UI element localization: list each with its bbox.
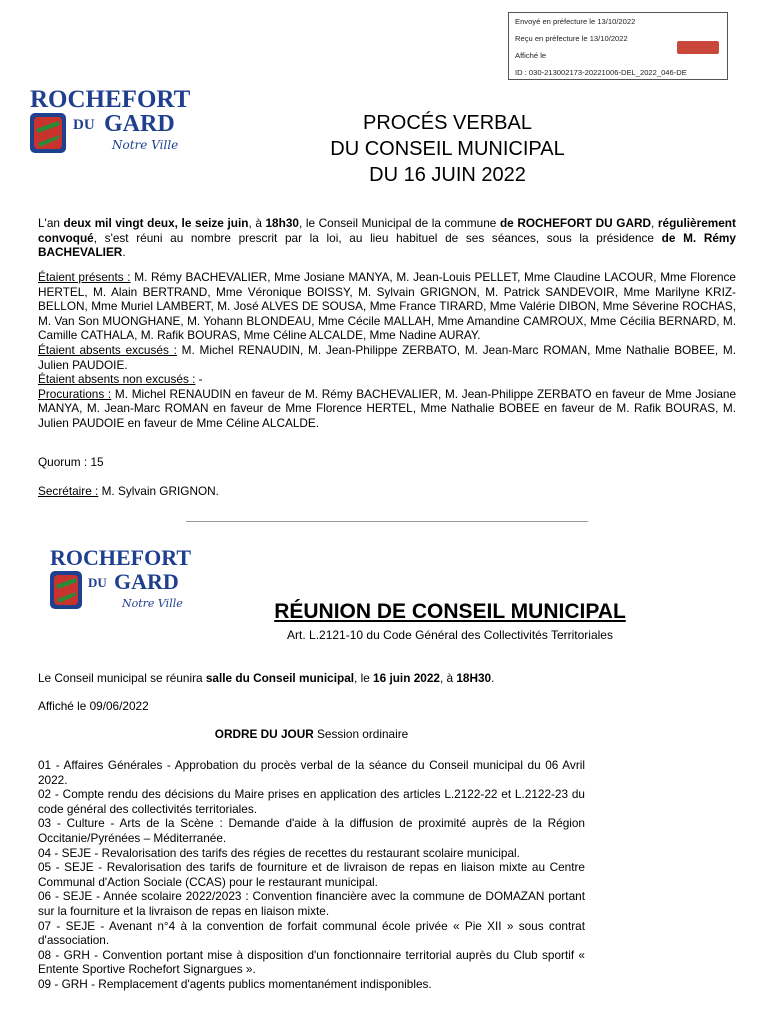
rochefort-logo	[28, 85, 198, 157]
reunion-subtitle: Art. L.2121-10 du Code Général des Collectivités Territoriales	[287, 628, 613, 642]
agenda-list	[38, 758, 585, 992]
ordre-du-jour-heading	[38, 727, 585, 741]
logo-du-text: DU	[88, 575, 107, 590]
quorum-text: Quorum : 15	[38, 455, 104, 469]
reunion-title: RÉUNION DE CONSEIL MUNICIPAL	[274, 600, 626, 623]
convoc-time: 18H30	[456, 671, 492, 685]
logo-du-text: DU	[73, 117, 95, 133]
intro-text: , à	[248, 216, 266, 230]
stamp-sent: Envoyé en préfecture le 13/10/2022	[515, 17, 636, 26]
page-title	[220, 110, 675, 188]
agenda-item: 03 - Culture - Arts de la Scène : Demande d'aide à la diffusion de proximité auprès de la Région Occitanie/Pyrénées – Méditerranée.	[38, 816, 585, 845]
logo-gard-text: GARD	[104, 111, 175, 137]
agenda-item: 07 - SEJE - Avenant n°4 à la convention de forfait communal école privée « Pie XII » sous contrat d'association.	[38, 918, 585, 948]
agenda-item: 05 - SEJE - Revalorisation des tarifs de fourniture et de livraison de repas en liaison mixte au Centre Communal d'Action Sociale (CCAS) pour le restaurant municipal.	[38, 860, 585, 889]
stamp-id: ID : 030-213002173-20221006-DEL_2022_046-DE	[515, 68, 687, 77]
convoc-place: salle du Conseil municipal	[205, 671, 355, 685]
non-excuses-list: -	[195, 372, 203, 387]
excuses-list: M. Michel RENAUDIN, M. Jean-Philippe ZERBATO, M. Jean-Marc ROMAN, Mme Nathalie BOBEE, M. Julien PAUDOIE.	[38, 342, 736, 372]
odj-session: Session ordinaire	[313, 727, 409, 741]
attendance-section	[38, 270, 736, 431]
rochefort-logo-second	[48, 545, 198, 617]
convoc-text: Le Conseil municipal se réunira	[38, 671, 206, 685]
convoc-text: , le	[354, 671, 374, 685]
secretaire-paragraph	[38, 484, 736, 499]
intro-time: 18h30	[265, 216, 299, 230]
presents-label: Étaient présents :	[38, 270, 131, 284]
intro-date: deux mil vingt deux, le seize juin	[63, 216, 249, 230]
convoc-date: 16 juin 2022	[373, 671, 440, 685]
intro-text: ,	[651, 216, 658, 230]
excuses-paragraph	[38, 343, 736, 372]
intro-text: , le Conseil Municipal de la commune	[298, 216, 500, 230]
excuses-label: Étaient absents excusés :	[38, 342, 177, 357]
title-line-3: DU 16 JUIN 2022	[369, 164, 526, 186]
logo-tagline-text: Notre Ville	[122, 597, 183, 610]
stamp-received: Reçu en préfecture le 13/10/2022	[515, 34, 628, 43]
agenda-item: 06 - SEJE - Année scolaire 2022/2023 : Convention financière avec la commune de DOMAZAN portant sur la fourniture et la livraison de repas en liaison mixte.	[38, 889, 585, 918]
title-line-1: PROCÉS VERBAL	[363, 112, 532, 134]
intro-paragraph	[38, 216, 736, 260]
procurations-list: M. Michel RENAUDIN en faveur de M. Rémy BACHEVALIER, M. Jean-Philippe ZERBATO en faveur de Mme Josiane MANYA, M. Jean-Marc ROMAN en faveur de Mme Florence HERTEL, Mme Nathalie BOBEE en faveur de M. Rafik BOURAS, M. Julien PAUDOIE en faveur de Mme Céline ALCALDE.	[38, 386, 737, 430]
intro-text: L'an	[38, 216, 64, 230]
agenda-item: 02 - Compte rendu des décisions du Maire prises en application des articles L.2122-22 et L.2122-23 du code général des collectivités territoriales.	[38, 787, 585, 816]
agenda-item: 09 - GRH - Remplacement d'agents publics momentanément indisponibles.	[38, 976, 432, 991]
intro-text: .	[122, 245, 126, 260]
logo-rochefort-text: ROCHEFORT	[50, 545, 192, 570]
section-divider	[186, 521, 588, 522]
logo-gard-text: GARD	[114, 569, 179, 594]
intro-commune: de ROCHEFORT DU GARD	[499, 216, 652, 230]
presents-list: M. Rémy BACHEVALIER, Mme Josiane MANYA, M. Jean-Louis PELLET, Mme Claudine LACOUR, Mme Florence HERTEL, M. Alain BERTRAND, Mme Véronique BOISSY, M. Sylvain GRIGNON, M. Patrick SANDEVOIR, Mme Marilyne KRIZ-BELLON, Mme Muriel LAMBERT, M. José ALVES DE SOUSA, Mme France TIRARD, Mme Valérie DIBON, Mme Séverine ROCHAS, M. Van Son MUONGHANE, M. Yohann BLONDEAU, Mme Cécile MALLAH, Mme Amandine CAMROUX, Mme Cécilia BERNARD, M. Camille CATHALA, M. Rafik BOURAS, Mme Céline ALCALDE, Mme Nadine AURAY.	[38, 270, 736, 343]
title-line-2: DU CONSEIL MUNICIPAL	[330, 138, 565, 160]
secretaire-label: Secrétaire :	[38, 484, 99, 498]
logo-rochefort-text: ROCHEFORT	[30, 86, 191, 113]
secretaire-name: M. Sylvain GRIGNON.	[98, 484, 219, 498]
berger-levrault-logo-icon	[677, 41, 719, 54]
logo-tagline-text: Notre Ville	[112, 138, 179, 152]
non-excuses-paragraph	[38, 372, 736, 387]
convoc-text: .	[491, 671, 495, 685]
intro-convoque: régulièrement convoqué	[38, 216, 736, 245]
prefecture-stamp	[508, 12, 728, 80]
non-excuses-label: Étaient absents non excusés :	[38, 372, 196, 387]
agenda-item: 01 - Affaires Générales - Approbation du procès verbal de la séance du Conseil municipal du 06 Avril 2022.	[38, 758, 585, 787]
affiche-date: Affiché le 09/06/2022	[38, 699, 149, 713]
agenda-item: 04 - SEJE - Revalorisation des tarifs des régies de recettes du restaurant scolaire municipal.	[38, 845, 520, 860]
intro-president: de M. Rémy BACHEVALIER	[38, 230, 736, 260]
intro-text: , s'est réuni au nombre prescrit par la loi, au lieu habituel de ses séances, sous la présidence	[93, 230, 662, 245]
convocation-paragraph	[38, 671, 494, 685]
presents-paragraph	[38, 270, 736, 343]
procurations-label: Procurations :	[38, 386, 112, 401]
odj-label: ORDRE DU JOUR	[214, 727, 314, 741]
procurations-paragraph	[38, 387, 736, 431]
agenda-item: 08 - GRH - Convention portant mise à disposition d'un fonctionnaire territorial auprès du Club sportif « Entente Sportive Rochefort Signargues ».	[38, 947, 585, 977]
stamp-posted: Affiché le	[515, 51, 547, 60]
convoc-text: , à	[439, 671, 457, 685]
